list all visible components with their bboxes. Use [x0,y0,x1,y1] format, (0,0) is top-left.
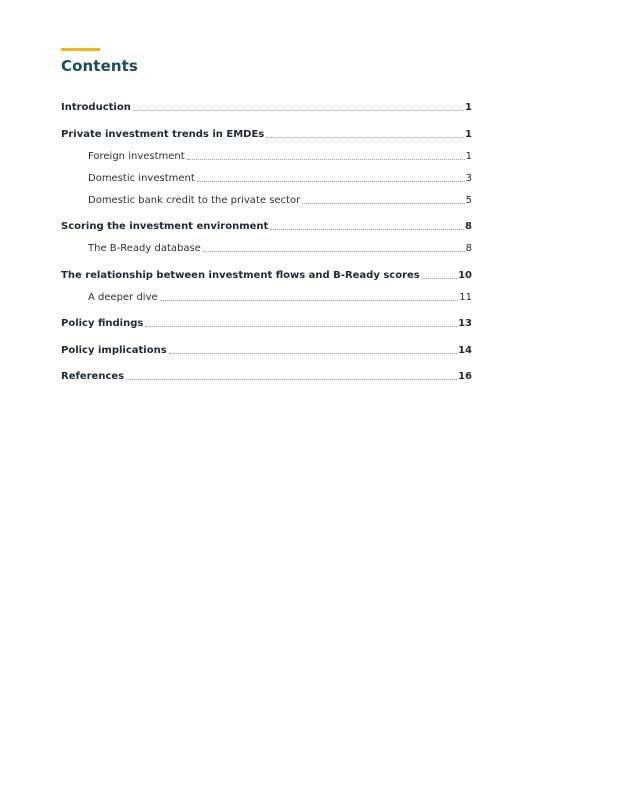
page-title: Contents [61,57,138,75]
toc-entry-label: A deeper dive [88,292,158,303]
toc-entry-domestic-bank-credit[interactable] [88,193,472,207]
dot-leader [197,181,465,182]
toc-entry-scoring-investment-environment[interactable] [61,219,472,233]
toc-entry-label: Private investment trends in EMDEs [61,129,265,140]
toc-entry-policy-findings[interactable] [61,316,472,330]
toc-entry-introduction[interactable] [61,100,472,114]
dot-leader [270,229,464,230]
toc-entry-label: Domestic bank credit to the private sector [88,195,301,206]
toc-entry-page: 13 [458,318,472,329]
dot-leader [203,251,465,252]
dot-leader [422,278,457,279]
toc-entry-label: Policy implications [61,345,167,356]
toc-entry-page: 11 [459,292,472,303]
toc-entry-policy-implications[interactable] [61,343,472,357]
toc-entry-page: 5 [465,195,472,206]
dot-leader [169,353,457,354]
toc-entry-page: 8 [465,221,472,232]
dot-leader [302,203,464,204]
accent-bar [61,48,100,51]
toc-entry-label: Scoring the investment environment [61,221,269,232]
toc-entry-page: 16 [458,371,472,382]
toc-entry-label: The B-Ready database [88,243,201,254]
toc-entry-page: 10 [458,270,472,281]
toc-entry-page: 1 [465,102,472,113]
toc-entry-page: 1 [465,151,472,162]
toc-entry-foreign-investment[interactable] [88,149,472,163]
toc-entry-label: References [61,371,125,382]
toc-entry-label: The relationship between investment flows and B-Ready scores [61,270,420,281]
toc-entry-b-ready-database[interactable] [88,241,472,255]
toc-entry-page: 8 [465,243,472,254]
toc-entry-deeper-dive[interactable] [88,290,472,304]
toc-entry-references[interactable] [61,369,472,383]
toc-entry-page: 14 [458,345,472,356]
toc-entry-page: 3 [465,173,472,184]
toc-entry-label: Introduction [61,102,131,113]
dot-leader [145,326,457,327]
dot-leader [126,379,457,380]
dot-leader [133,110,464,111]
toc-entry-private-investment-trends[interactable] [61,127,472,141]
toc-entry-label: Policy findings [61,318,144,329]
toc-entry-relationship-investment-flows[interactable] [61,268,472,282]
toc-entry-label: Domestic investment [88,173,195,184]
dot-leader [187,159,465,160]
toc-entry-label: Foreign investment [88,151,185,162]
dot-leader [266,137,464,138]
dot-leader [160,300,459,301]
toc-entry-domestic-investment[interactable] [88,171,472,185]
toc-entry-page: 1 [465,129,472,140]
